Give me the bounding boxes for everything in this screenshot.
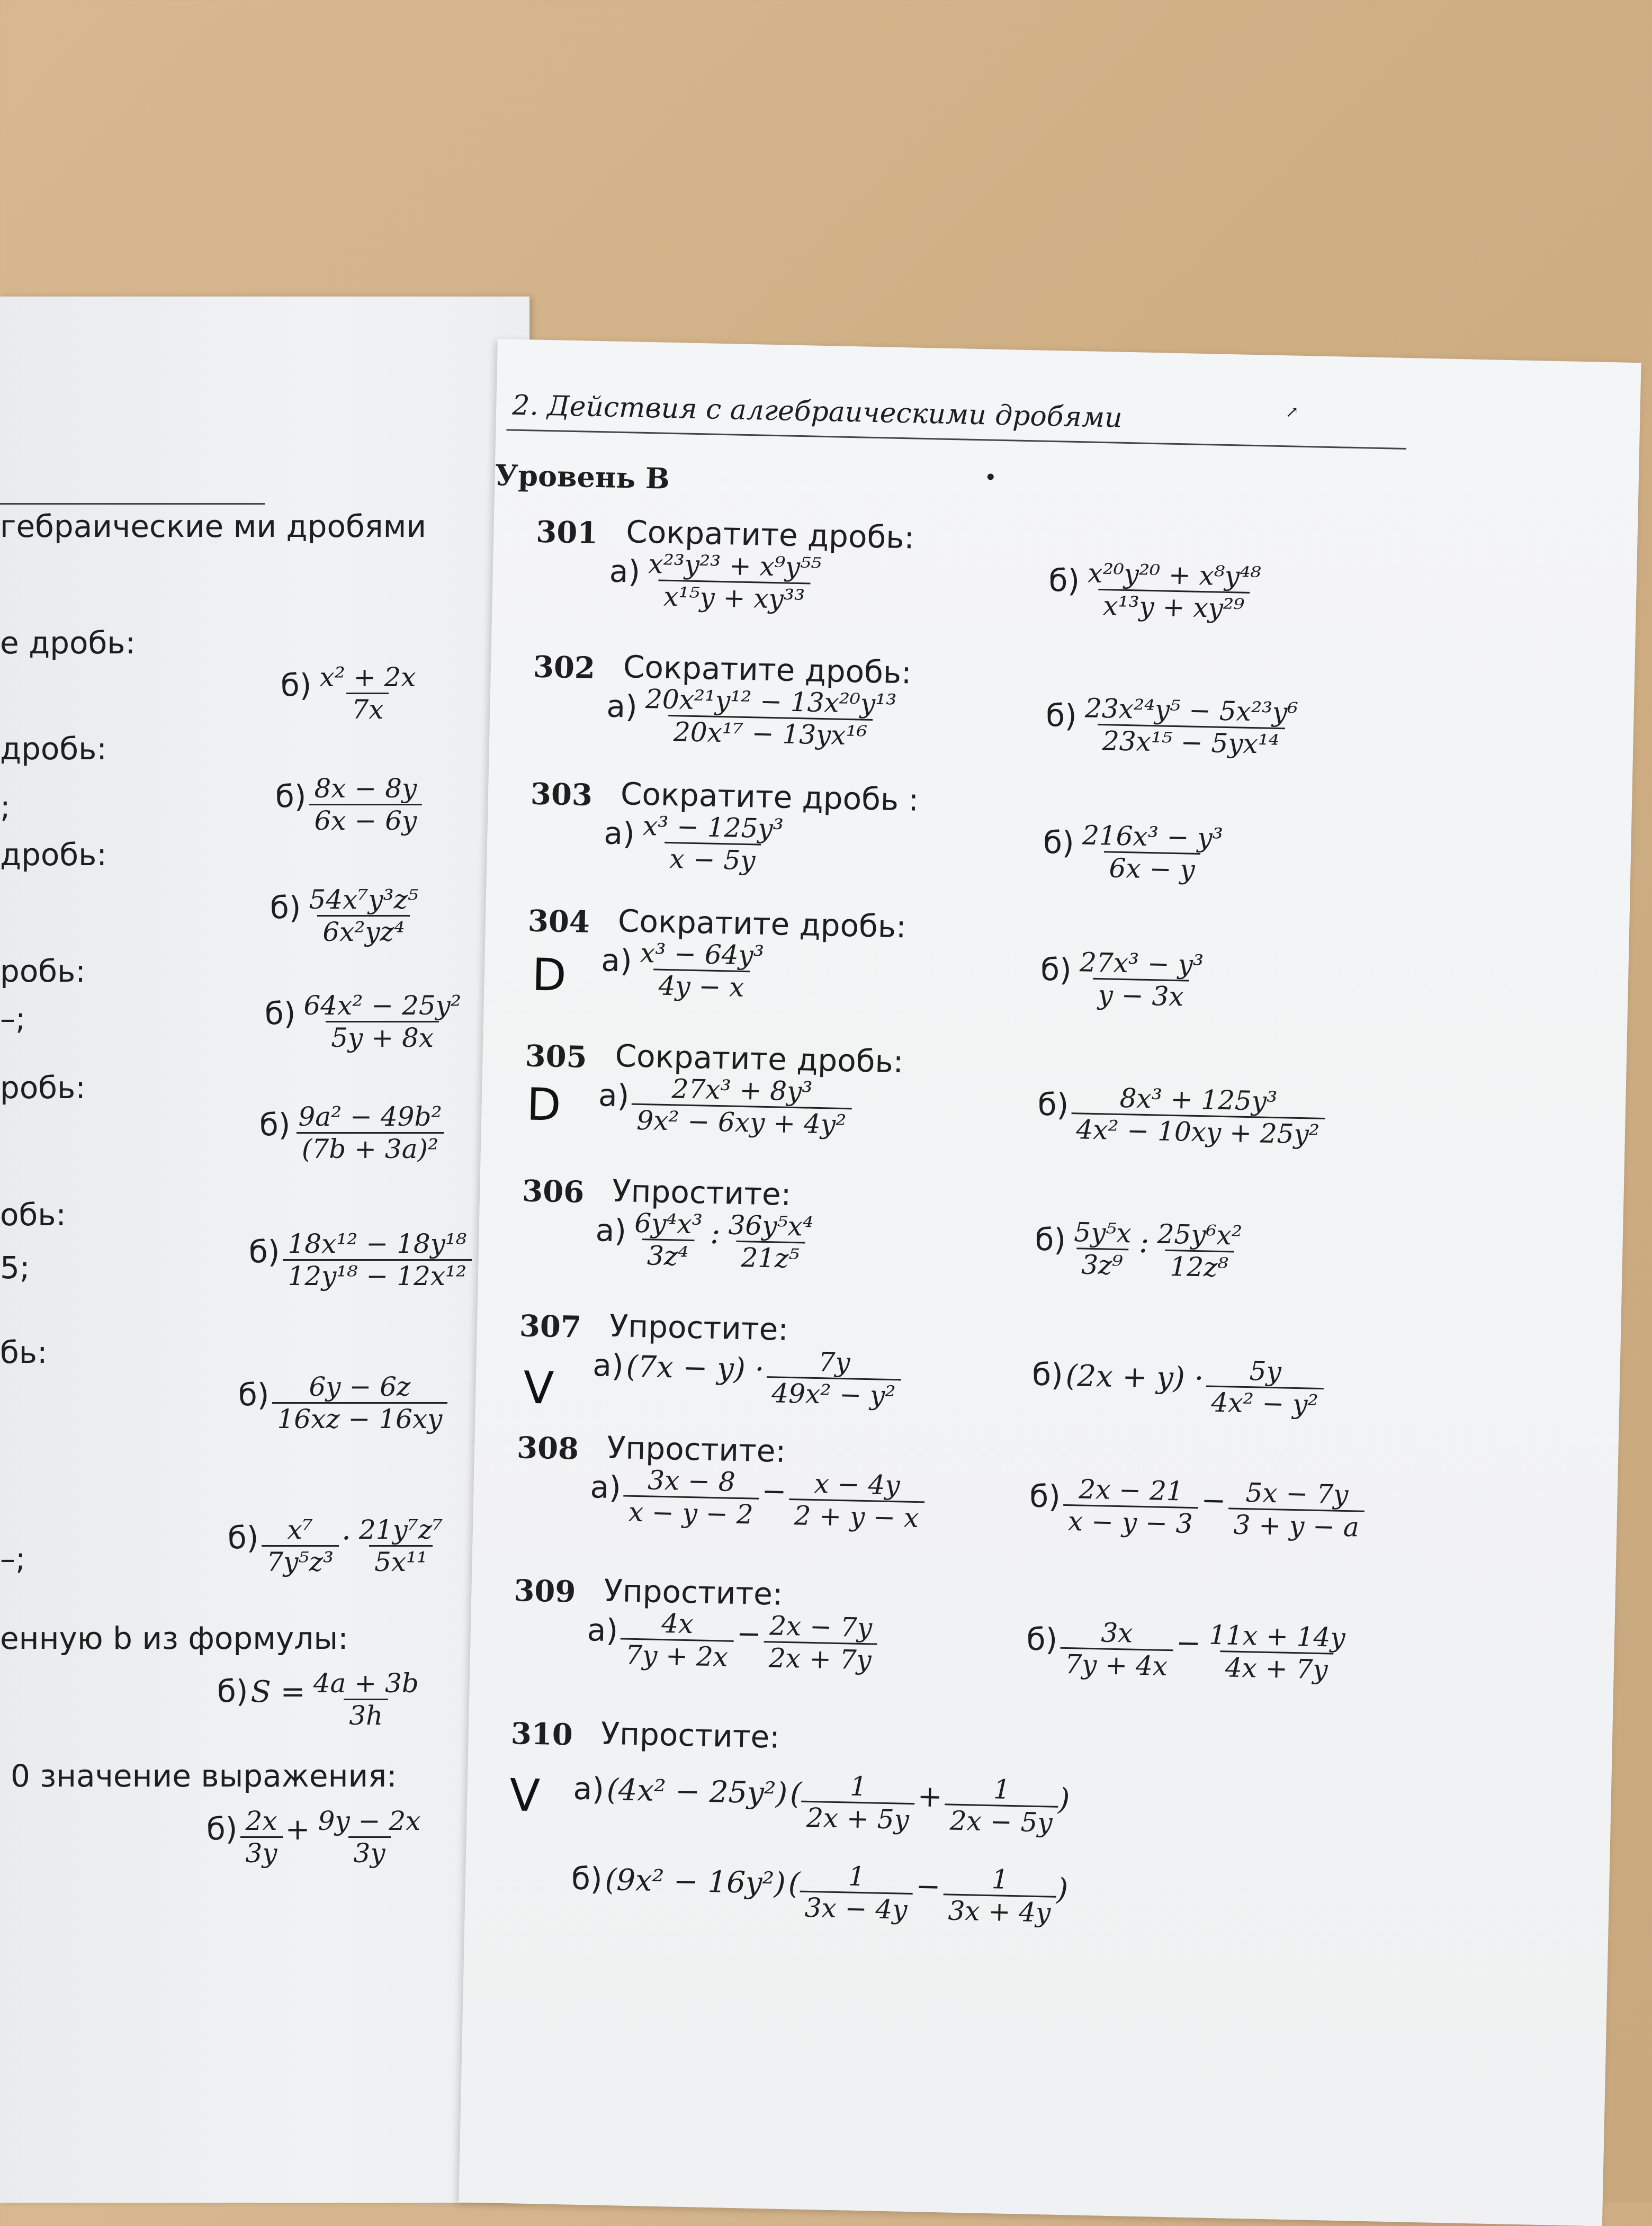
numerator: 6y − 6z (309, 1371, 411, 1402)
left-item: б) $\frac{2x}{3y}$ + $\frac{9y - 2x}{3y}$ (206, 1806, 426, 1869)
denominator: 4x + 7y (1219, 1650, 1333, 1685)
numerator: 20x²¹y¹² − 13x²⁰y¹³ (645, 684, 897, 720)
part-b (1037, 1081, 1325, 1150)
fraction (623, 1464, 759, 1530)
ink-tick: ↗ (1285, 403, 1299, 422)
part-b: б) $\frac{\text{5y⁵x}}{\text{3z⁹}}$ : $\frac{\text{25y⁶x²}}{\text{12z⁸}}$ (1034, 1216, 1247, 1283)
numerator: x⁷ (287, 1514, 313, 1545)
part-label: а) (603, 815, 635, 852)
denominator: 12y¹⁸ − 12x¹² (283, 1259, 472, 1291)
fraction (1228, 1477, 1366, 1542)
numerator: 3x − 8 (647, 1465, 736, 1497)
part-label: а) (592, 1347, 624, 1384)
fraction (620, 1607, 734, 1672)
task-text: Сократите дробь: (625, 514, 915, 556)
expression-prefix: (9x² − 16y²) (604, 1862, 786, 1901)
fraction (1203, 1619, 1351, 1685)
numerator: 11x + 14y (1208, 1619, 1346, 1654)
part-a: а) (4x² − 25y²) ( $\frac{1}{2x + 5y}$ + $\frac{1}{2x - 5y}$ ) (572, 1770, 1071, 1838)
problem-number: 310 (510, 1716, 573, 1753)
numerator: x³ − 125y³ (642, 810, 784, 845)
item-label: б) (275, 778, 307, 814)
task-text: Сократите дробь : (620, 776, 919, 818)
fraction (272, 1371, 448, 1434)
numerator: x²³y²³ + x⁹y⁵⁵ (648, 549, 822, 583)
left-line: бь: (0, 1334, 48, 1370)
numerator: 5x − 7y (1245, 1477, 1349, 1511)
left-line: е дробь: (0, 625, 136, 661)
part-a (598, 1072, 852, 1140)
item-label: б) (228, 1520, 259, 1556)
denominator: 3h (344, 1699, 388, 1731)
fraction (1076, 820, 1228, 886)
left-header-rule (0, 503, 265, 505)
problem-number: 309 (513, 1573, 577, 1610)
left-line: обь: (0, 1197, 66, 1233)
part-label: б) (1026, 1621, 1058, 1658)
problem-number: 302 (533, 649, 596, 686)
denominator: x − y − 2 (623, 1495, 759, 1530)
part-b (1043, 819, 1229, 886)
left-item (238, 1371, 447, 1434)
denominator: 3z⁹ (1076, 1247, 1128, 1281)
denominator: 7x (346, 693, 389, 725)
left-line: робь: (0, 953, 86, 989)
left-line: дробь: (0, 837, 107, 873)
fraction (799, 1860, 913, 1925)
left-line: –; (0, 1541, 26, 1577)
problem-number: 307 (519, 1308, 582, 1345)
header-rule (506, 429, 1406, 450)
part-a (606, 683, 902, 752)
task-text: Упростите: (603, 1572, 784, 1612)
handwritten-mark: V (523, 1361, 555, 1414)
numerator: 23x²⁴y⁵ − 5x²³y⁶ (1084, 693, 1298, 728)
part-label: а) (589, 1469, 622, 1506)
part-a (608, 548, 827, 616)
formula-prefix: S = (250, 1675, 306, 1709)
numerator: x − 4y (814, 1468, 901, 1501)
numerator: 216x³ − y³ (1082, 820, 1224, 854)
denominator: 3x − 4y (799, 1891, 913, 1925)
denominator: 2 + y − x (788, 1498, 924, 1533)
denominator: 4x² − y² (1206, 1385, 1324, 1420)
left-line: 5; (0, 1250, 30, 1286)
item-label: б) (206, 1811, 238, 1847)
task-text: Сократите дробь: (614, 1037, 904, 1080)
left-item (265, 990, 466, 1053)
item-label: б) (249, 1234, 280, 1270)
fraction (304, 884, 424, 947)
part-a: а) $\frac{\text{6y⁴x³}}{\text{3z⁴}}$ : $\frac{\text{36y⁵x⁴}}{\text{21z⁵}}$ (595, 1207, 819, 1274)
fraction (634, 938, 769, 1003)
problem-number: 301 (535, 514, 598, 551)
fraction (354, 1514, 448, 1577)
part-b (1045, 692, 1304, 760)
denominator: 3 + y − a (1228, 1507, 1364, 1542)
numerator: 1 (849, 1771, 867, 1802)
task-text: Упростите: (612, 1172, 792, 1213)
denominator: 4x² − 10xy + 25y² (1071, 1112, 1325, 1150)
handwritten-mark: V (509, 1769, 541, 1822)
level-title: Уровень В (494, 457, 670, 496)
task-text: Упростите: (600, 1715, 780, 1755)
fraction (1206, 1354, 1324, 1420)
denominator: 6x − 6y (309, 804, 423, 836)
fraction (639, 684, 902, 752)
part-label: б) (571, 1860, 603, 1897)
task-text: Упростите: (609, 1307, 789, 1348)
left-line: –; (0, 1001, 26, 1037)
part-label: б) (1045, 697, 1078, 734)
numerator: 21y⁷z⁷ (359, 1514, 443, 1545)
denominator: 3z⁴ (642, 1238, 694, 1272)
denominator: 5x¹¹ (369, 1545, 433, 1577)
denominator: 3x + 4y (942, 1893, 1056, 1928)
problem-number: 303 (530, 776, 593, 813)
task-text: Сократите дробь: (617, 903, 907, 945)
numerator: 2x − 21 (1078, 1474, 1184, 1507)
item-label: б) (281, 667, 312, 703)
left-item (249, 1228, 472, 1291)
task-text: Упростите: (606, 1429, 786, 1469)
fraction (631, 1073, 852, 1141)
part-label: а) (598, 1077, 630, 1114)
fraction (1082, 558, 1267, 624)
expression-prefix: (2x + y) · (1065, 1358, 1205, 1396)
problem-number: 308 (516, 1430, 579, 1467)
part-label: а) (572, 1770, 605, 1807)
left-item (270, 884, 424, 947)
problem-number: 304 (527, 903, 590, 940)
part-b: б) (9x² − 16y²) ( $\frac{1}{3x - 4y}$ − $\frac{1}{3x + 4y}$ ) (571, 1860, 1069, 1928)
denominator: 2x + 7y (763, 1641, 877, 1675)
part-label: б) (1029, 1478, 1061, 1515)
fraction (763, 1610, 877, 1675)
part-b (1040, 946, 1209, 1013)
left-heading: гебраические ми дробями (0, 508, 427, 544)
numerator: 25y⁶x² (1157, 1218, 1243, 1251)
numerator: x² + 2x (319, 662, 416, 693)
fraction (642, 549, 827, 615)
fraction (315, 662, 421, 725)
item-label: б) (265, 995, 296, 1031)
denominator: 9x² − 6xy + 4y² (631, 1103, 852, 1141)
part-a: а) $\frac{3x - 8}{x - y - 2}$ − $\frac{x - 4y}{2 + y - x}$ (589, 1464, 925, 1533)
denominator: 12z⁸ (1164, 1250, 1234, 1283)
denominator: 5y + 8x (326, 1021, 439, 1053)
running-head: 2. Действия с алгебраическими дробями (511, 389, 1123, 434)
part-label: б) (1048, 562, 1080, 599)
numerator: 36y⁵x⁴ (728, 1209, 814, 1242)
part-label: а) (600, 942, 633, 979)
part-a (603, 810, 789, 876)
numerator: 4x (661, 1608, 694, 1640)
denominator: x¹³y + xy²⁹ (1098, 589, 1250, 624)
part-label: б) (1043, 824, 1075, 861)
numerator: x³ − 64y³ (640, 937, 765, 971)
denominator: 21z⁵ (735, 1241, 805, 1274)
fraction (283, 1228, 472, 1291)
item-label: б) (259, 1107, 291, 1143)
denominator: 20x¹⁷ − 13yx¹⁶ (668, 715, 873, 751)
fraction (788, 1468, 925, 1533)
denominator: 7y⁵z³ (262, 1545, 339, 1577)
fraction (262, 1514, 339, 1577)
fraction (944, 1773, 1058, 1838)
fraction (308, 1668, 424, 1731)
expression-prefix: (7x − y) · (625, 1349, 765, 1387)
left-item (259, 1101, 447, 1164)
denominator: x − 5y (664, 842, 761, 876)
left-item (275, 773, 422, 836)
numerator: 3x (1100, 1617, 1134, 1649)
numerator: x²⁰y²⁰ + x⁸y⁴⁸ (1087, 558, 1261, 593)
left-line: ; (0, 789, 11, 825)
denominator: 3y (348, 1836, 391, 1869)
numerator: 9y − 2x (318, 1806, 421, 1836)
fraction (313, 1806, 426, 1869)
numerator: 5y⁵x (1073, 1217, 1132, 1249)
part-label: а) (587, 1612, 618, 1649)
part-label: б) (1040, 951, 1072, 988)
denominator: 6x²yz⁴ (317, 915, 410, 947)
part-b: б) $\frac{3x}{7y + 4x}$ − $\frac{11x + 14y}{4x + 7y}$ (1026, 1615, 1351, 1685)
item-label: б) (238, 1377, 270, 1413)
fraction (293, 1101, 447, 1164)
numerator: 2x (245, 1806, 277, 1836)
task-text: Сократите дробь: (623, 649, 912, 691)
numerator: 64x² − 25y² (303, 990, 461, 1021)
part-b (1048, 557, 1267, 625)
numerator: 8x³ + 125y³ (1119, 1082, 1278, 1117)
fraction (636, 811, 789, 877)
numerator: 8x − 8y (314, 773, 417, 804)
fraction (766, 1345, 902, 1411)
fraction (942, 1863, 1057, 1928)
denominator: 2x − 5y (944, 1803, 1058, 1838)
fraction (309, 773, 423, 836)
left-line: робь: (0, 1070, 86, 1106)
denominator: 4y − x (653, 968, 750, 1003)
part-a (592, 1342, 902, 1411)
handwritten-mark: D (531, 948, 567, 1001)
numerator: 1 (848, 1861, 866, 1892)
fraction (1071, 1082, 1326, 1150)
part-label: б) (1034, 1221, 1066, 1258)
denominator: 3y (240, 1836, 283, 1869)
denominator: 7y + 4x (1060, 1647, 1173, 1682)
denominator: 6x − y (1103, 851, 1200, 885)
numerator: 6y⁴x³ (634, 1207, 703, 1240)
problem-number: 306 (522, 1173, 585, 1210)
numerator: 7y (818, 1347, 851, 1378)
left-item (217, 1668, 424, 1731)
fraction (801, 1770, 915, 1835)
denominator: 16xz − 16xy (272, 1402, 448, 1434)
denominator: 2x + 5y (801, 1801, 914, 1835)
item-label: б) (270, 890, 301, 926)
fraction (1151, 1218, 1248, 1283)
left-item (281, 662, 421, 725)
part-b (1031, 1351, 1325, 1421)
denominator: x¹⁵y + xy³³ (658, 579, 811, 615)
fraction (1073, 947, 1209, 1012)
fraction (1079, 693, 1304, 760)
numerator: 27x³ − y³ (1079, 947, 1204, 981)
fraction (240, 1806, 283, 1869)
left-line: енную b из формулы: (0, 1620, 348, 1656)
part-a (600, 937, 770, 1003)
part-a: а) $\frac{4x}{7y + 2x}$ − $\frac{2x - 7y}{2x + 7y}$ (586, 1606, 877, 1675)
numerator: 5y (1249, 1356, 1282, 1387)
fraction (1060, 1617, 1174, 1682)
fraction (299, 990, 466, 1053)
numerator: 4a + 3b (313, 1668, 419, 1699)
part-b: б) $\frac{2x - 21}{x - y - 3}$ − $\frac{5x - 7y}{3 + y - a}$ (1029, 1473, 1366, 1543)
part-label: а) (595, 1212, 627, 1249)
fraction (1068, 1217, 1137, 1281)
left-line: 0 значение выражения: (11, 1758, 397, 1794)
left-page (0, 297, 529, 2203)
numerator: 9a² − 49b² (298, 1101, 442, 1132)
numerator: 54x⁷y³z⁵ (309, 884, 419, 915)
expression-prefix: (4x² − 25y²) (606, 1772, 788, 1811)
problem-number: 305 (524, 1038, 588, 1075)
denominator: 23x¹⁵ − 5yx¹⁴ (1097, 724, 1285, 760)
denominator: x − y − 3 (1062, 1504, 1198, 1539)
handwritten-mark: D (526, 1078, 562, 1131)
ink-dot (987, 473, 994, 480)
part-label: а) (606, 688, 638, 725)
part-label: а) (609, 553, 641, 590)
part-label: б) (1031, 1356, 1064, 1393)
numerator: 1 (991, 1864, 1009, 1895)
fraction (722, 1209, 819, 1274)
denominator: (7b + 3a)² (297, 1132, 444, 1164)
item-label: б) (217, 1673, 248, 1709)
part-label: б) (1037, 1086, 1070, 1123)
numerator: 27x³ + 8y³ (671, 1073, 813, 1107)
denominator: 7y + 2x (620, 1638, 734, 1672)
right-page (459, 339, 1641, 2226)
numerator: 1 (993, 1774, 1011, 1805)
left-item: б) $\frac{\text{x⁷}}{\text{7y⁵z³}}$ · $\frac{\text{21y⁷z⁷}}{\text{5x¹¹}}$ (228, 1514, 448, 1577)
fraction (1062, 1474, 1199, 1539)
denominator: y − 3x (1092, 978, 1189, 1012)
denominator: 49x² − y² (766, 1376, 901, 1411)
numerator: 2x − 7y (769, 1610, 873, 1644)
left-line: дробь: (0, 731, 107, 767)
numerator: 18x¹² − 18y¹⁸ (288, 1228, 467, 1259)
fraction (628, 1208, 708, 1272)
